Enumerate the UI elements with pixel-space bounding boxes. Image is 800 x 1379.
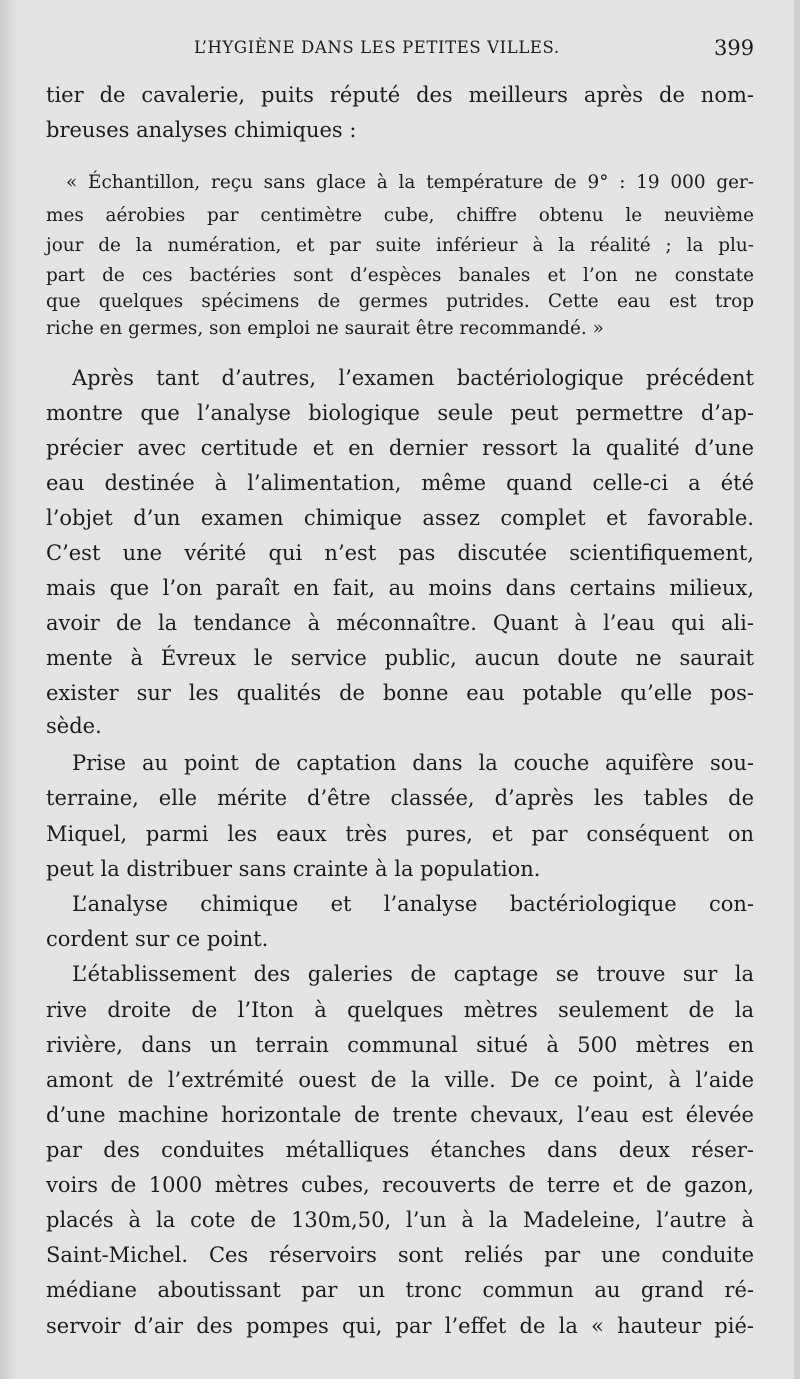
text-line: d’une machine horizontale de trente chevaux, l’eau est élevée [46, 1103, 754, 1127]
quote-line: part de ces bactéries sont d’espèces banales et l’on ne constate [46, 265, 754, 286]
page-number: 399 [714, 36, 755, 60]
text-line: rive droite de l’Iton à quelques mètres seulement de la [46, 998, 754, 1022]
page-header [0, 36, 800, 66]
text-line: Saint-Michel. Ces réservoirs sont reliés par une conduite [46, 1243, 754, 1267]
text-line: terraine, elle mérite d’être classée, d’après les tables de [46, 786, 754, 810]
text-line: C’est une vérité qui n’est pas discutée scientifiquement, [46, 541, 754, 565]
text-line: l’objet d’un examen chimique assez complet et favorable. [46, 506, 754, 530]
running-head: L’HYGIÈNE DANS LES PETITES VILLES. [194, 38, 560, 57]
quote-line: que quelques spécimens de germes putrides. Cette eau est trop [46, 291, 754, 312]
text-line: montre que l’analyse biologique seule peut permettre d’ap- [46, 401, 754, 425]
text-line: tier de cavalerie, puits réputé des meilleurs après de nom- [46, 83, 754, 107]
quote-line: jour de la numération, et par suite inférieur à la réalité ; la plu- [46, 235, 754, 256]
text-line: servoir d’air des pompes qui, par l’effet de la « hauteur pié- [46, 1314, 754, 1338]
text-line: eau destinée à l’alimentation, même quand celle-ci a été [46, 471, 754, 495]
text-line: sède. [46, 714, 102, 738]
text-line: Prise au point de captation dans la couche aquifère sou- [72, 751, 754, 775]
text-line: voirs de 1000 mètres cubes, recouverts de terre et de gazon, [46, 1173, 754, 1197]
text-line: placés à la cote de 130m,50, l’un à la Madeleine, l’autre à [46, 1208, 754, 1232]
text-line: précier avec certitude et en dernier ressort la qualité d’une [46, 436, 754, 460]
text-line: exister sur les qualités de bonne eau potable qu’elle pos- [46, 681, 754, 705]
quote-line: mes aérobies par centimètre cube, chiffre obtenu le neuvième [46, 205, 754, 226]
page-gutter-shadow [0, 0, 18, 1379]
text-line: L’établissement des galeries de captage se trouve sur la [72, 962, 754, 986]
text-line: L’analyse chimique et l’analyse bactériologique con- [72, 892, 754, 916]
text-line: amont de l’extrémité ouest de la ville. De ce point, à l’aide [46, 1068, 754, 1092]
text-line: peut la distribuer sans crainte à la population. [46, 857, 541, 881]
page-edge [794, 0, 800, 1379]
text-line: rivière, dans un terrain communal situé à 500 mètres en [46, 1033, 754, 1057]
text-line: Miquel, parmi les eaux très pures, et par conséquent on [46, 822, 754, 846]
text-line: mais que l’on paraît en fait, au moins dans certains milieux, [46, 576, 754, 600]
quote-line: « Échantillon, reçu sans glace à la température de 9° : 19 000 ger- [66, 172, 754, 193]
text-line: mente à Évreux le service public, aucun doute ne saurait [46, 646, 754, 670]
quote-line: riche en germes, son emploi ne saurait être recommandé. » [46, 318, 604, 339]
text-line: breuses analyses chimiques : [46, 118, 357, 142]
text-line: médiane aboutissant par un tronc commun au grand ré- [46, 1278, 754, 1302]
text-line: avoir de la tendance à méconnaître. Quant à l’eau qui ali- [46, 611, 754, 635]
text-line: cordent sur ce point. [46, 927, 269, 951]
text-line: Après tant d’autres, l’examen bactériologique précédent [72, 366, 754, 390]
text-line: par des conduites métalliques étanches dans deux réser- [46, 1138, 754, 1162]
